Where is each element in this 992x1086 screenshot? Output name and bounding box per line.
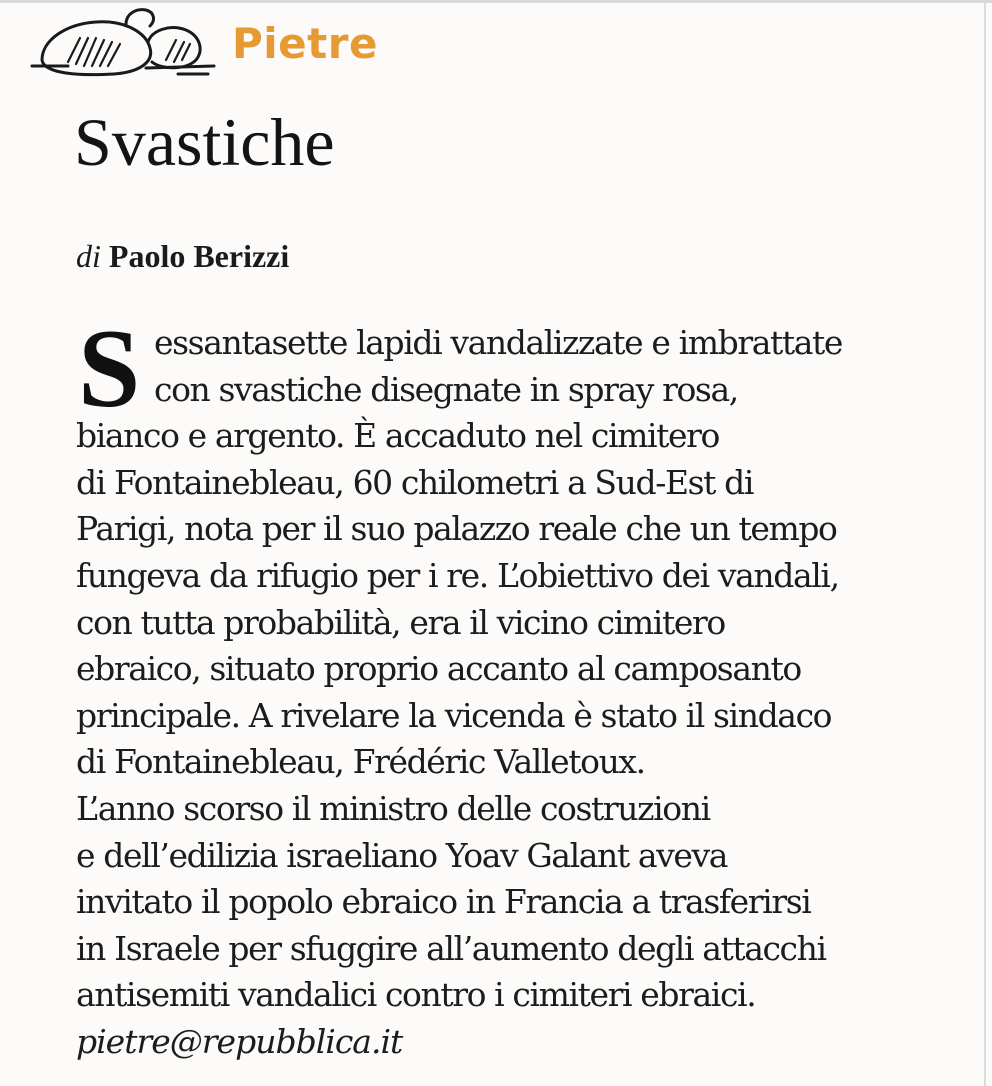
text-line: di Fontainebleau, 60 chilometri a Sud-Est di <box>76 462 754 502</box>
text-line: principale. A rivelare la vicenda è stato il sindaco <box>76 695 832 735</box>
text-line: in Israele per sfuggire all’aumento degli attacchi <box>76 928 826 968</box>
stones-icon <box>28 4 218 84</box>
text-line: con svastiche disegnate in spray rosa, <box>154 369 738 409</box>
text-line: essantasette lapidi vandalizzate e imbrattate <box>154 323 842 362</box>
article-body <box>76 307 976 1019</box>
headline: Svastiche <box>74 104 335 180</box>
text-line: bianco e argento. È accaduto nel cimitero <box>76 416 719 456</box>
right-border <box>984 0 986 1086</box>
contact-email[interactable]: pietre@repubblica.it <box>76 1022 403 1061</box>
text-line: fungeva da rifugio per i re. L’obiettivo dei vandali, <box>76 555 839 595</box>
text-line: antisemiti vandalici contro i cimiteri ebraici. <box>76 975 756 1015</box>
byline-prefix: di <box>76 238 101 274</box>
text-line: e dell’edilizia israeliano Yoav Galant aveva <box>76 835 727 875</box>
text-line: di Fontainebleau, Frédéric Valletoux. <box>76 742 645 782</box>
byline <box>76 236 289 276</box>
drop-cap: S <box>78 307 141 431</box>
text-line: Parigi, nota per il suo palazzo reale che un tempo <box>76 509 837 549</box>
text-line: L’anno scorso il ministro delle costruzioni <box>76 788 710 828</box>
text-line: con tutta probabilità, era il vicino cimitero <box>76 602 725 642</box>
text-line: ebraico, situato proprio accanto al camposanto <box>76 649 801 689</box>
section-label: Pietre <box>232 19 378 68</box>
text-line: invitato il popolo ebraico in Francia a trasferirsi <box>76 882 811 922</box>
author-name: Paolo Berizzi <box>108 238 290 274</box>
top-border <box>0 0 992 3</box>
